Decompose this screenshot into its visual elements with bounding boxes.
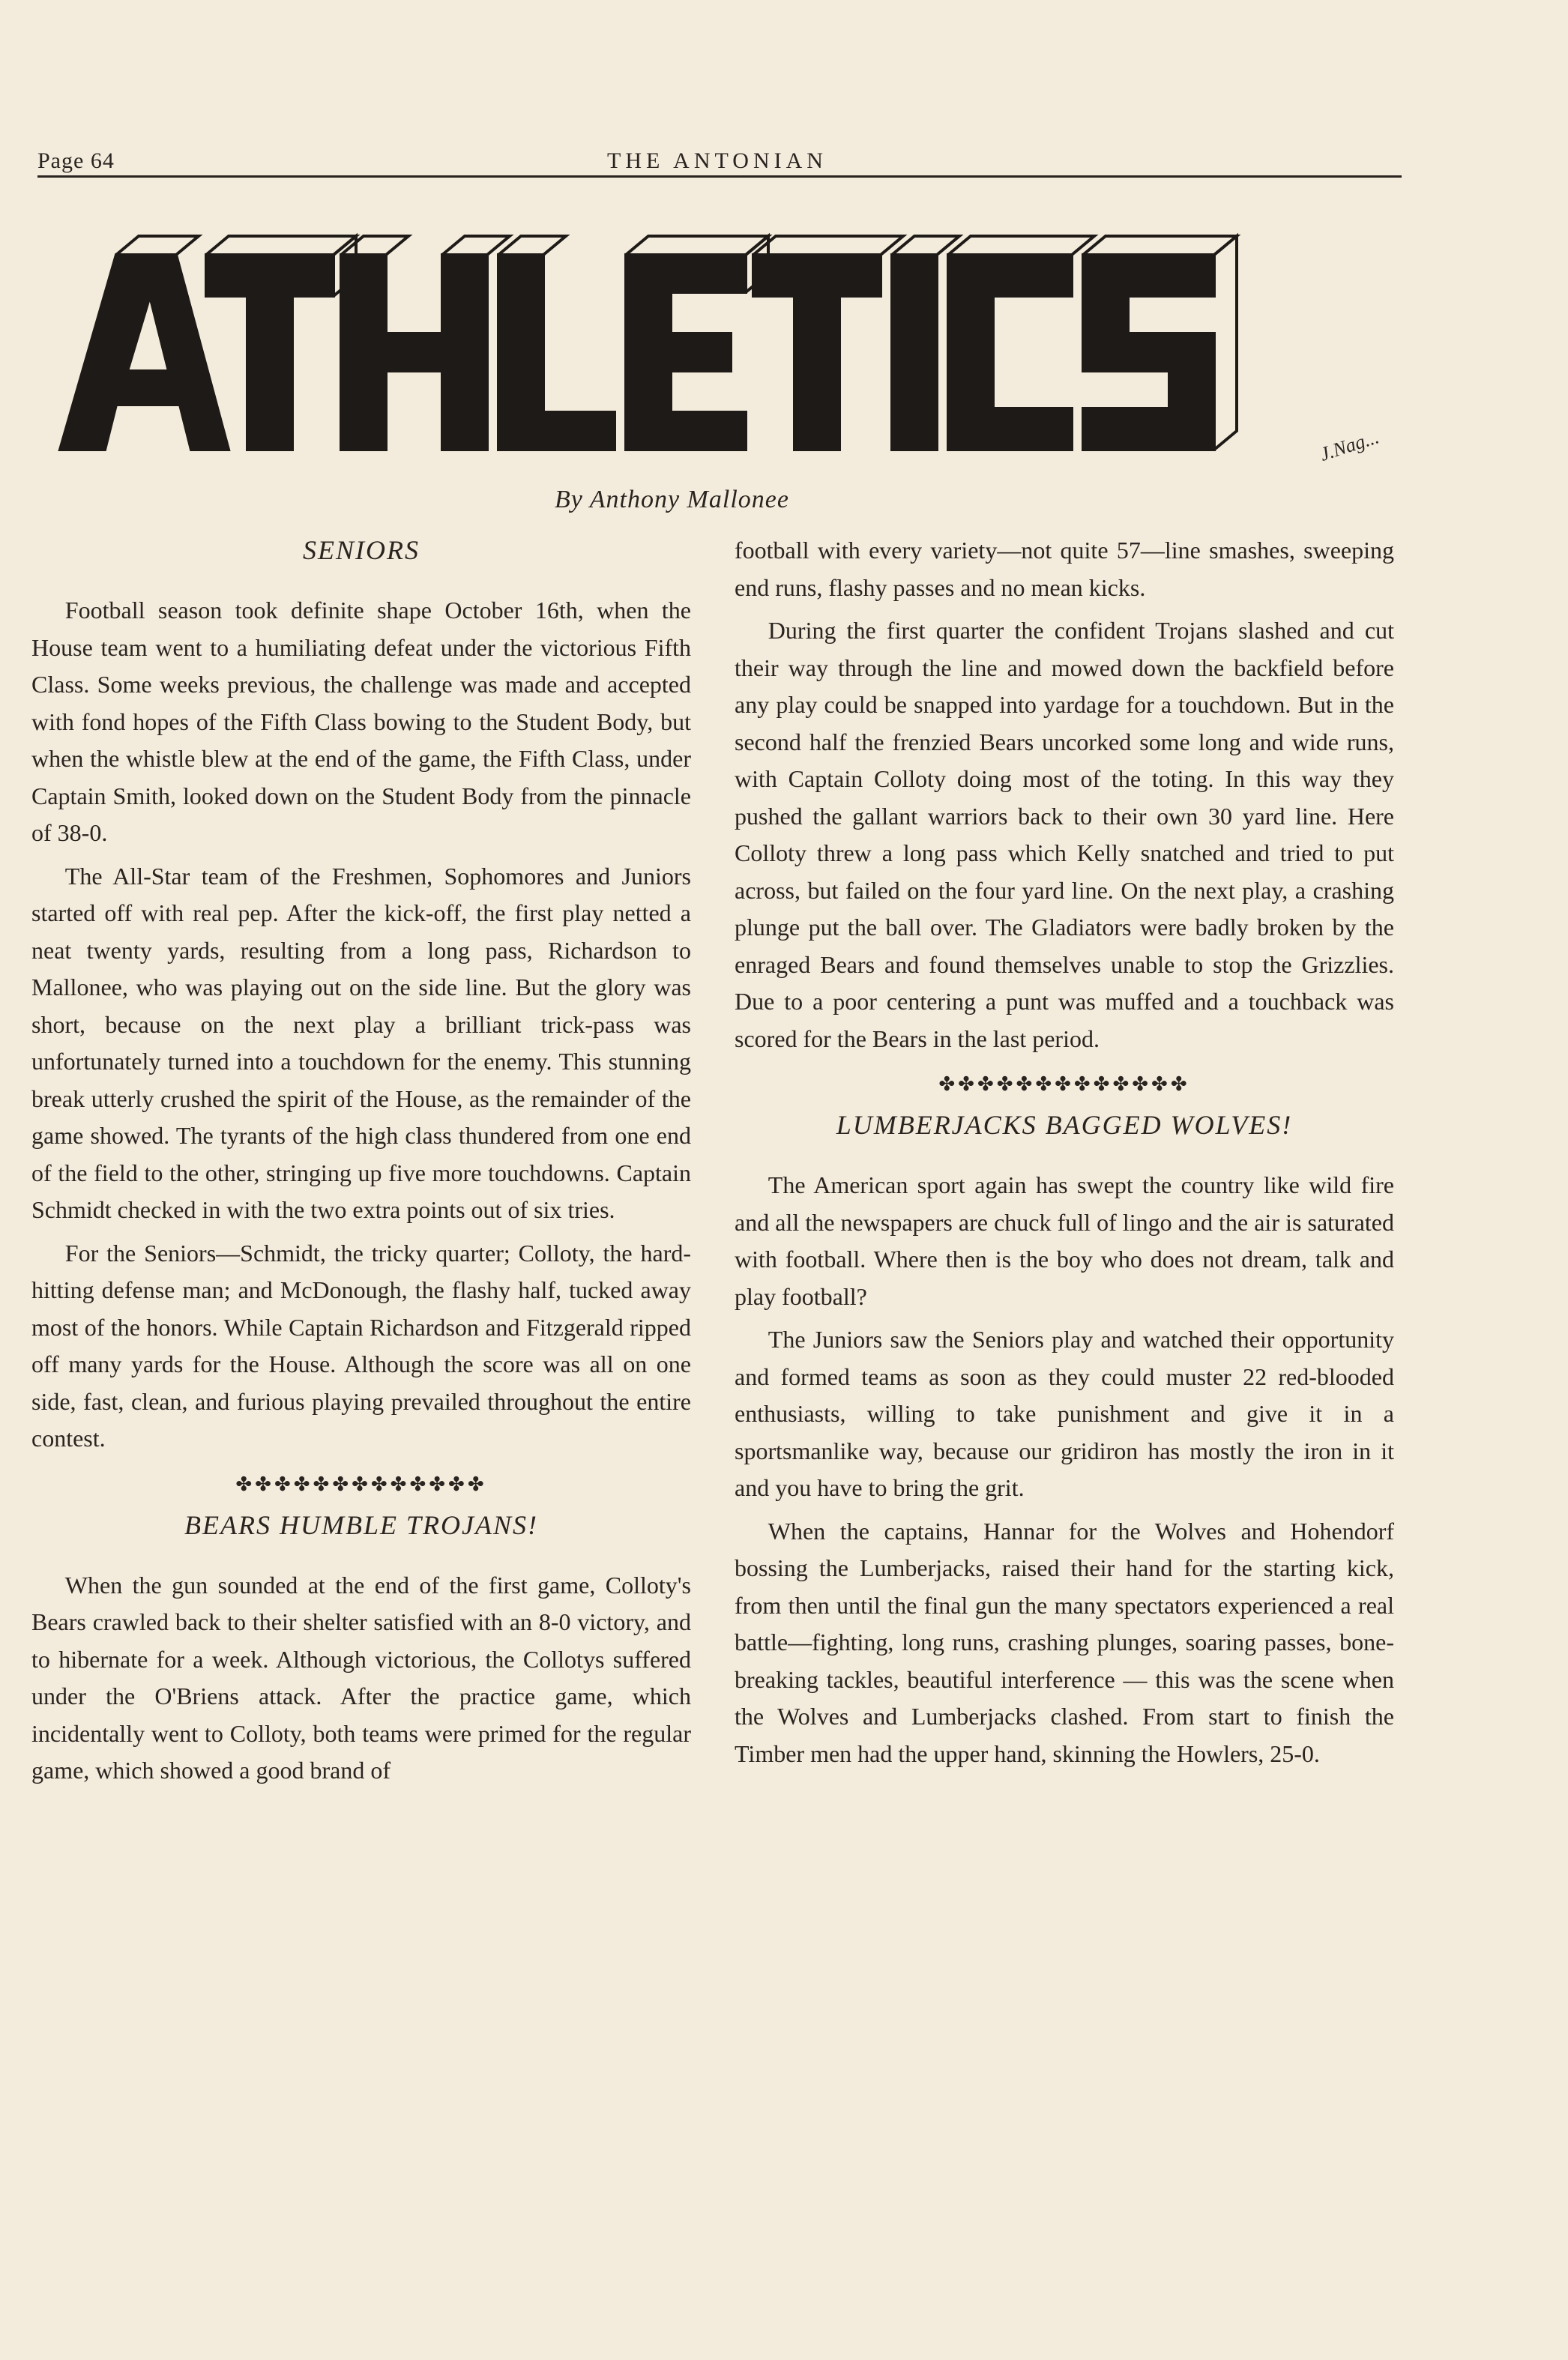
seniors-paragraph-2: The All-Star team of the Freshmen, Sophomores and Juniors started off with real pep. After the kick-off, the first play netted a neat twenty yards, resulting from a long pass, Richardson to Mallonee, who was playing out on the side line. But the glory was short, because on the next play a brilliant trick-pass was unfortunately turned into a touchdown for the enemy. This stunning break utterly crushed the spirit of the House, as the remainder of the game showed. The tyrants of the high class thundered from one end of the field to the other, stringing up five more touchdowns. Captain Schmidt checked in with the two extra points out of six tries. [31,862,691,1223]
page-number: Page 64 [37,148,115,173]
bears-continued-paragraph-2: During the first quarter the confident Trojans slashed and cut their way through the line and mowed down the backfield before any play could be snapped into yardage for a touchdown. But in the second half the frenzied Bears uncorked some long and wide runs, with Captain Colloty doing most of the toting. In this way they pushed the gallant warriors back to their own 30 yard line. Here Colloty threw a long pass which Kelly snatched and tried to put across, but failed on the four yard line. On the next play, a crashing plunge put the ball over. The Gladiators were badly broken by the enraged Bears and found themselves unable to stop the Grizzlies. Due to a poor centering a punt was muffed and a touchback was scored for the Bears in the last period. [735,617,1394,1052]
byline: By Anthony Mallonee [555,486,789,513]
seniors-paragraph-3: For the Seniors—Schmidt, the tricky quarter; Colloty, the hard-hitting defense man; and McDonough, the flashy half, tucked away most of the honors. While Captain Richardson and Fitzgerald ripped off many yards for the House. Although the score was all on one side, fast, clean, and furious playing prevailed throughout the entire contest. [31,1239,691,1452]
left-column [31,534,691,1796]
lumberjacks-heading: LUMBERJACKS BAGGED WOLVES! [836,1110,1293,1140]
right-column [735,532,1394,1778]
header-rule [37,175,1402,178]
lumberjacks-paragraph-2: The Juniors saw the Seniors play and watched their opportunity and formed teams as soon as they could muster 22 red-blooded enthusiasts, willing to take punishment and give it in a sportsmanlike way, because our gridiron has mostly the iron in it and you have to bring the grit. [735,1326,1394,1501]
bears-paragraph-1: When the gun sounded at the end of the first game, Colloty's Bears crawled back to their shelter satisfied with an 8-0 victory, and to hibernate for a week. Although victorious, the Collotys suffered under the O'Briens attack. After the practice game, which incidentally went to Colloty, both teams were primed for the regular game, which showed a good brand of [31,1571,691,1784]
seniors-heading: SENIORS [303,535,420,565]
seniors-paragraph-1: Football season took definite shape October 16th, when the House team went to a humiliating defeat under the victorious Fifth Class. Some weeks previous, the challenge was made and accepted with fond hopes of the Fifth Class bowing to the Student Body, but when the whistle blew at the end of the game, the Fifth Class, under Captain Smith, looked down on the Student Body from the pinnacle of 38-0. [31,597,691,846]
running-header [37,148,1402,174]
lumberjacks-paragraph-3: When the captains, Hannar for the Wolves and Hohendorf bossing the Lumberjacks, raised their hand for the starting kick, from then until the final gun the many spectators experienced a real battle—fighting, long runs, crashing plunges, soaring passes, bone-breaking tackles, beautiful interference — this was the scene when the Wolves and Lumberjacks clashed. From start to finish the Timber men had the upper hand, skinning the Howlers, 25-0. [735,1517,1394,1767]
bears-heading: BEARS HUMBLE TROJANS! [184,1509,538,1540]
section-divider: ✤✤✤✤✤✤✤✤✤✤✤✤✤ [938,1073,1190,1095]
athletics-banner-art [45,225,1394,472]
publication-title: THE ANTONIAN [607,148,827,173]
section-divider: ✤✤✤✤✤✤✤✤✤✤✤✤✤ [235,1473,487,1495]
artist-signature: J.Nag... [1317,426,1382,465]
athletics-banner [45,225,1394,472]
lumberjacks-paragraph-1: The American sport again has swept the country like wild fire and all the newspapers are chuck full of lingo and the air is saturated with football. Where then is the boy who does not dream, talk and play football? [735,1171,1394,1310]
bears-continued-paragraph-1: football with every variety—not quite 57—line smashes, sweeping end runs, flashy passes and no mean kicks. [735,537,1394,601]
